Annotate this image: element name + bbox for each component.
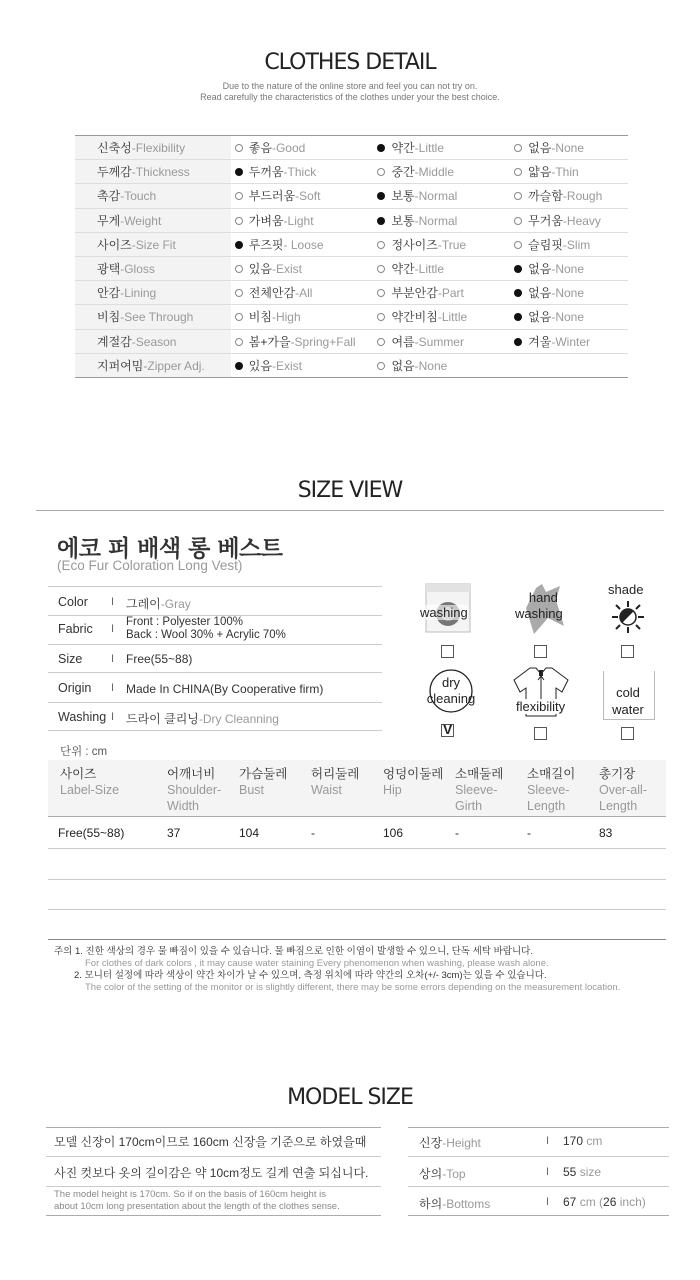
divider [48, 672, 382, 673]
option-ko: 얇음 [528, 165, 552, 180]
model-stat-value [563, 1134, 602, 1148]
detail-row [75, 184, 628, 208]
label-ko: 지퍼여밈 [97, 358, 144, 373]
size-cell: Free(55~88) [58, 826, 125, 840]
detail-option: 전체안감-All [231, 281, 374, 305]
unit-label: 단위 : cm [60, 746, 108, 758]
detail-option: 약간비침-Little [373, 305, 510, 329]
header-ko: 어깨너비 [167, 767, 216, 781]
option-ko: 약간 [391, 141, 415, 156]
divider [48, 644, 382, 645]
option-ko: 없음 [528, 141, 552, 156]
care-label-cold-water [603, 684, 653, 718]
note-1-en: For clothes of dark colors , it may cause water staining Every phenomenon when washing, please wash alone. [85, 958, 549, 969]
divider [48, 939, 666, 940]
option-ko: 없음 [528, 310, 552, 325]
option-ko: 없음 [528, 286, 552, 301]
product-name: 에코 퍼 배색 롱 베스트 [57, 536, 283, 562]
label-en: Zipper Adj. [147, 358, 205, 373]
model-stat-value [563, 1165, 601, 1179]
option-ko: 겨울 [528, 334, 552, 349]
clothes-detail-note-2: Read carefully the characteristics of the clothes under your the best choice. [200, 92, 500, 102]
empty-circle-icon [377, 168, 385, 176]
divider [48, 879, 666, 880]
label-ko: 촉감 [97, 189, 121, 204]
empty-circle-icon [235, 313, 243, 321]
detail-option: 겨울-Winter [510, 329, 628, 353]
info-label-washing: Washing [58, 710, 107, 724]
care-label-flexibility: flexibility [516, 699, 566, 714]
label-en: Touch [124, 189, 157, 204]
info-value-fabric [126, 616, 286, 642]
stat-unit-2: inch) [616, 1195, 646, 1209]
option-en: Part [441, 286, 464, 301]
info-value-origin: Made In CHINA(By Cooperative firm) [126, 682, 324, 696]
note-2-ko: 2. 모니터 설정에 따라 색상이 약간 차이가 날 수 있으며, 측정 위치에 따라 약간의 오차(+/- 3cm)는 있을 수 있습니다. [74, 970, 547, 981]
detail-option: 없음-None [510, 256, 628, 280]
divider [46, 1186, 381, 1187]
option-en: Summer [418, 334, 464, 349]
detail-row [75, 208, 628, 232]
option-ko: 없음 [391, 358, 415, 373]
header-en: Bust [239, 783, 265, 797]
detail-option: 슬림핏-Slim [510, 232, 628, 256]
detail-option: 좋음-Good [231, 136, 374, 160]
header-en: Over-all- [599, 783, 647, 797]
size-column-header [239, 766, 287, 798]
option-ko: 슬림핏 [528, 237, 563, 252]
detail-row-label: 두께감-Thickness [75, 160, 231, 184]
option-en: Exist [275, 358, 302, 373]
model-stat-separator: I [546, 1196, 550, 1208]
option-en: Exist [275, 262, 302, 277]
option-ko: 부드러움 [248, 189, 296, 204]
detail-option: 약간-Little [373, 136, 510, 160]
hand-text: hand [528, 590, 558, 605]
option-en: None [418, 358, 448, 373]
option-en: Normal [418, 213, 458, 228]
model-stat-separator: I [546, 1135, 550, 1147]
label-ko: 무게 [97, 213, 121, 228]
header-en: Hip [383, 783, 402, 797]
option-ko: 가벼움 [248, 213, 284, 228]
detail-option: 얇음-Thin [510, 160, 628, 184]
stat-en: Height [446, 1136, 481, 1150]
info-value-washing: 드라이 클리닝-Dry Cleanning [126, 712, 279, 726]
detail-option: 두꺼움-Thick [231, 160, 374, 184]
info-label-color: Color [58, 595, 88, 609]
care-label-hand-washing [515, 590, 563, 622]
label-ko: 두께감 [97, 165, 132, 180]
header-en-2: Length [527, 799, 566, 813]
filled-circle-icon [514, 289, 522, 297]
header-ko: 사이즈 [60, 767, 97, 781]
stat-value: 55 [563, 1165, 577, 1179]
detail-row [75, 160, 628, 184]
detail-option: 비침-High [231, 305, 374, 329]
option-ko: 루즈핏 [248, 237, 284, 252]
checkbox-hand-washing [534, 645, 547, 658]
header-en: Sleeve- [527, 783, 570, 797]
empty-circle-icon [235, 338, 243, 346]
info-separator: I [111, 596, 115, 608]
option-en: None [555, 310, 585, 325]
fabric-front: Front : Polyester 100% [126, 616, 243, 628]
detail-option: 없음-None [510, 136, 628, 160]
option-en: Little [418, 141, 444, 156]
option-ko: 부분안감 [391, 286, 438, 301]
option-ko: 보통 [391, 189, 415, 204]
info-value-size: Free(55~88) [126, 652, 193, 666]
detail-option: 중간-Middle [373, 160, 510, 184]
option-ko: 무거움 [528, 213, 563, 228]
option-en: Soft [299, 189, 321, 204]
size-column-header [311, 766, 359, 798]
label-en: Season [135, 334, 177, 349]
size-cell: - [527, 826, 531, 840]
empty-circle-icon [377, 338, 385, 346]
option-en: Little [418, 262, 444, 277]
option-en: Good [275, 141, 306, 156]
detail-row [75, 256, 628, 280]
option-ko: 중간 [391, 165, 415, 180]
option-en: Middle [418, 165, 454, 180]
header-en-2: Length [599, 799, 638, 813]
label-ko: 비침 [97, 310, 121, 325]
label-en: Lining [124, 286, 157, 301]
detail-row [75, 305, 628, 329]
size-column-header [383, 766, 443, 798]
option-en: Thick [287, 165, 317, 180]
detail-option: 없음-None [510, 305, 628, 329]
header-en-2: Girth [455, 799, 483, 813]
info-separator: I [111, 711, 115, 723]
model-stat-label: 신장-Height [419, 1136, 481, 1150]
option-ko: 여름 [391, 334, 415, 349]
option-en: None [555, 262, 585, 277]
info-label-origin: Origin [58, 681, 92, 695]
divider [46, 1215, 381, 1216]
detail-option: 부드러움-Soft [231, 184, 374, 208]
model-stat-label: 상의-Top [419, 1167, 466, 1181]
size-column-header [527, 766, 575, 814]
detail-option: 없음-None [373, 353, 510, 377]
color-en: Gray [164, 597, 191, 611]
size-column-header [167, 766, 221, 814]
divider [48, 848, 666, 849]
washing-text: washing [515, 606, 563, 621]
option-ko: 좋음 [248, 141, 272, 156]
info-value-color: 그레이-Gray [126, 597, 191, 611]
divider [48, 730, 382, 731]
info-separator: I [111, 653, 115, 665]
stat-value-2: 26 [603, 1195, 617, 1209]
option-ko: 보통 [391, 213, 415, 228]
filled-circle-icon [377, 144, 385, 152]
detail-option: 보통-Normal [373, 208, 510, 232]
size-cell: 106 [383, 826, 404, 840]
detail-option: 가벼움-Light [231, 208, 374, 232]
water-text: water [612, 702, 644, 717]
detail-option: 없음-None [510, 281, 628, 305]
empty-circle-icon [514, 168, 522, 176]
divider [408, 1186, 669, 1187]
divider [46, 1127, 381, 1128]
care-label-dry-cleaning [424, 675, 478, 707]
header-en-2: Width [167, 799, 199, 813]
size-cell: 37 [167, 826, 181, 840]
model-note-en-1: The model height is 170cm. So if on the basis of 160cm height is [54, 1189, 326, 1200]
filled-circle-icon [514, 313, 522, 321]
detail-row [75, 329, 628, 353]
detail-row-label: 촉감-Touch [75, 184, 231, 208]
fabric-back: Back : Wool 30% + Acrylic 70% [126, 629, 286, 641]
detail-row-label: 광택-Gloss [75, 256, 231, 280]
header-en: Shoulder- [167, 783, 222, 797]
stat-unit: cm ( [576, 1195, 604, 1209]
filled-circle-icon [235, 241, 243, 249]
option-en: Rough [566, 189, 603, 204]
label-ko: 사이즈 [97, 237, 132, 252]
filled-circle-icon [377, 217, 385, 225]
option-en: Little [441, 310, 468, 325]
checkbox-washing [441, 645, 454, 658]
clothes-detail-note-1: Due to the nature of the online store and feel you can not try on. [222, 81, 478, 91]
detail-row [75, 232, 628, 256]
detail-option: 약간-Little [373, 256, 510, 280]
stat-ko: 하의 [419, 1197, 443, 1211]
divider [408, 1127, 669, 1128]
size-cell: 104 [239, 826, 260, 840]
detail-row-label: 무게-Weight [75, 208, 231, 232]
info-separator: I [111, 623, 115, 635]
option-ko: 봄+가을 [248, 334, 291, 349]
option-en: High [275, 310, 301, 325]
header-en: Waist [311, 783, 342, 797]
size-cell: - [455, 826, 459, 840]
stat-unit: size [576, 1165, 602, 1179]
size-cell: 83 [599, 826, 613, 840]
label-en: Thickness [135, 165, 190, 180]
size-column-header [60, 766, 119, 798]
empty-circle-icon [377, 241, 385, 249]
option-en: None [555, 286, 585, 301]
option-ko: 전체안감 [248, 286, 296, 301]
washing-en: Dry Cleanning [202, 712, 279, 726]
clothes-detail-title: CLOTHES DETAIL [264, 50, 436, 75]
detail-option: 여름-Summer [373, 329, 510, 353]
color-ko: 그레이 [126, 597, 161, 611]
model-note-en-2: about 10cm long presentation about the length of the clothes sense. [54, 1201, 340, 1212]
divider [408, 1215, 669, 1216]
option-en: Normal [418, 189, 458, 204]
option-ko: 약간비침 [391, 310, 438, 325]
option-ko: 두꺼움 [248, 165, 284, 180]
label-en: Flexibility [135, 141, 186, 156]
detail-row-label: 안감-Lining [75, 281, 231, 305]
filled-circle-icon [514, 338, 522, 346]
stat-en: Top [446, 1167, 466, 1181]
info-label-size: Size [58, 652, 83, 666]
stat-ko: 상의 [419, 1167, 443, 1181]
divider [46, 1156, 381, 1157]
size-column-header [599, 766, 647, 814]
cleaning-text: cleaning [426, 691, 476, 706]
detail-option: 무거움-Heavy [510, 208, 628, 232]
checkbox-cold-water [621, 727, 634, 740]
header-ko: 엉덩이둘레 [383, 767, 444, 781]
model-note-2: 사진 컷보다 옷의 길이감은 약 10cm정도 길게 연출 되십니다. [54, 1166, 369, 1180]
cold-text: cold [616, 685, 640, 700]
label-ko: 계절감 [97, 334, 132, 349]
label-en: Gloss [124, 262, 155, 277]
empty-circle-icon [514, 217, 522, 225]
size-column-header [455, 766, 503, 814]
option-ko: 까슬함 [528, 189, 563, 204]
detail-option: 루즈핏- Loose [231, 232, 374, 256]
option-en: Winter [555, 334, 590, 349]
empty-circle-icon [235, 289, 243, 297]
detail-row-label: 지퍼여밈-Zipper Adj. [75, 353, 231, 377]
option-ko: 정사이즈 [391, 237, 438, 252]
option-ko: 비침 [248, 310, 272, 325]
option-en: Loose [287, 237, 324, 252]
header-ko: 총기장 [599, 767, 636, 781]
empty-circle-icon [514, 241, 522, 249]
note-1-ko: 주의 1. 진한 색상의 경우 물 빠짐이 있을 수 있습니다. 물 빠짐으로 인한 이염이 발생할 수 있으니, 단독 세탁 바랍니다. [54, 946, 533, 957]
empty-circle-icon [514, 192, 522, 200]
empty-circle-icon [235, 192, 243, 200]
option-en: Heavy [566, 213, 601, 228]
filled-circle-icon [514, 265, 522, 273]
option-en: True [441, 237, 467, 252]
detail-option: 까슬함-Rough [510, 184, 628, 208]
option-ko: 약간 [391, 262, 415, 277]
header-en: Sleeve- [455, 783, 498, 797]
detail-row-label: 사이즈-Size Fit [75, 232, 231, 256]
label-en: See Through [124, 310, 194, 325]
size-view-title: SIZE VIEW [297, 478, 403, 503]
filled-circle-icon [235, 362, 243, 370]
empty-circle-icon [377, 265, 385, 273]
empty-circle-icon [235, 144, 243, 152]
divider [48, 909, 666, 910]
filled-circle-icon [377, 192, 385, 200]
label-en: Size Fit [135, 237, 176, 252]
option-en: All [299, 286, 313, 301]
model-stat-label: 하의-Bottoms [419, 1197, 491, 1211]
care-label-shade: shade [608, 582, 644, 597]
note-2-en: The color of the setting of the monitor or is slightly different, there may be some errors depending on the measurement location. [85, 982, 621, 993]
detail-row [75, 136, 628, 160]
checkbox-shade [621, 645, 634, 658]
header-en: Label-Size [60, 783, 120, 797]
product-name-en: (Eco Fur Coloration Long Vest) [57, 558, 243, 573]
empty-circle-icon [514, 144, 522, 152]
model-stat-separator: I [546, 1166, 550, 1178]
header-ko: 허리둘레 [311, 767, 360, 781]
filled-circle-icon [235, 168, 243, 176]
detail-option: 부분안감-Part [373, 281, 510, 305]
dry-text: dry [441, 675, 461, 690]
model-stat-value [563, 1195, 646, 1209]
washing-ko: 드라이 클리닝 [126, 712, 199, 726]
stat-value: 170 [563, 1134, 584, 1148]
info-separator: I [111, 682, 115, 694]
detail-row [75, 353, 628, 377]
detail-option: 있음-Exist [231, 256, 374, 280]
option-en: Spring+Fall [294, 334, 356, 349]
clothes-detail-table [75, 135, 628, 378]
model-note-en [54, 1189, 340, 1213]
empty-circle-icon [235, 217, 243, 225]
option-ko: 있음 [248, 358, 272, 373]
label-ko: 광택 [97, 262, 121, 277]
model-size-title: MODEL SIZE [287, 1085, 413, 1110]
label-ko: 신축성 [97, 141, 132, 156]
detail-option: 보통-Normal [373, 184, 510, 208]
model-note-1: 모델 신장이 170cm이므로 160cm 신장을 기준으로 하였을때 [54, 1135, 367, 1149]
stat-ko: 신장 [419, 1136, 443, 1150]
stat-unit: cm [583, 1134, 603, 1148]
empty-circle-icon [377, 313, 385, 321]
detail-option [510, 353, 628, 377]
divider [408, 1156, 669, 1157]
header-ko: 가슴둘레 [239, 767, 288, 781]
detail-row [75, 281, 628, 305]
label-ko: 안감 [97, 286, 121, 301]
care-label-washing: washing [420, 605, 468, 620]
detail-option: 봄+가을-Spring+Fall [231, 329, 374, 353]
stat-value: 67 [563, 1195, 577, 1209]
checkbox-flexibility [534, 727, 547, 740]
label-en: Weight [124, 213, 162, 228]
stat-en: Bottoms [446, 1197, 491, 1211]
option-ko: 있음 [248, 262, 272, 277]
size-cell: - [311, 826, 315, 840]
detail-row-label: 비침-See Through [75, 305, 231, 329]
empty-circle-icon [377, 289, 385, 297]
option-en: Light [287, 213, 314, 228]
option-en: Thin [555, 165, 579, 180]
option-ko: 없음 [528, 262, 552, 277]
divider [48, 586, 382, 587]
detail-option: 있음-Exist [231, 353, 374, 377]
divider [48, 816, 666, 817]
detail-row-label: 신축성-Flexibility [75, 136, 231, 160]
option-en: None [555, 141, 585, 156]
check-mark-icon: V [443, 721, 453, 737]
option-en: Slim [566, 237, 591, 252]
divider [36, 510, 664, 511]
header-ko: 소매길이 [527, 767, 576, 781]
empty-circle-icon [235, 265, 243, 273]
detail-row-label: 계절감-Season [75, 329, 231, 353]
header-ko: 소매둘레 [455, 767, 504, 781]
detail-option: 정사이즈-True [373, 232, 510, 256]
info-label-fabric: Fabric [58, 622, 93, 636]
sun-shade-icon [611, 600, 645, 634]
empty-circle-icon [377, 362, 385, 370]
divider [48, 702, 382, 703]
